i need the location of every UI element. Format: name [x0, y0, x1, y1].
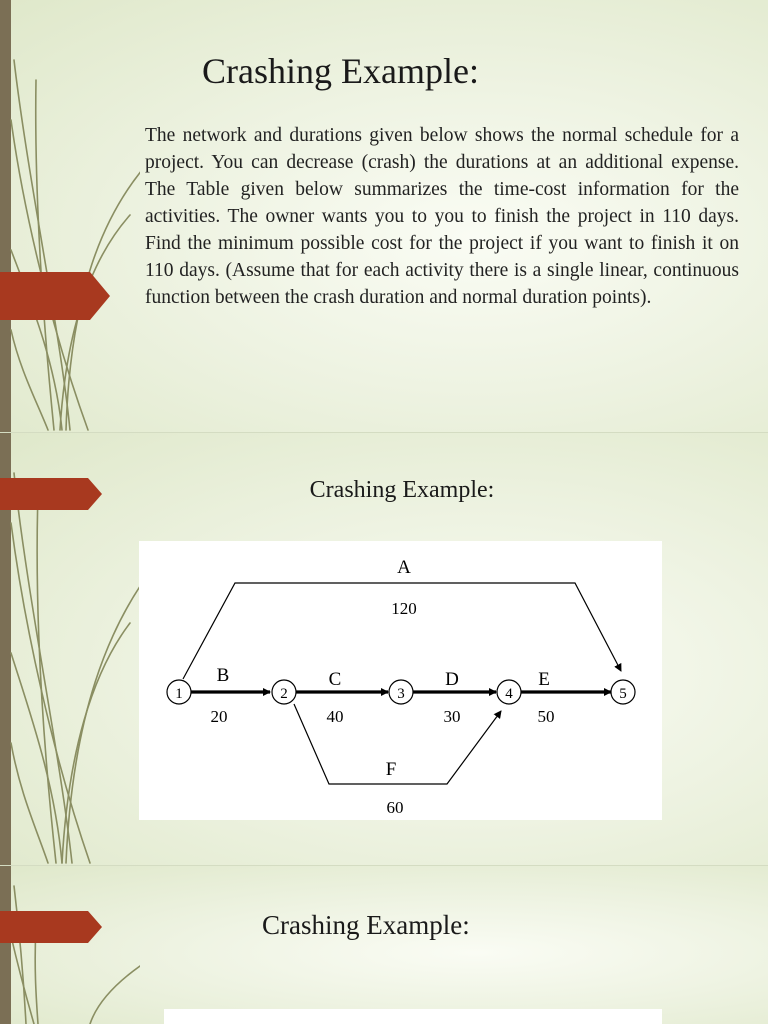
svg-text:4: 4: [505, 686, 513, 702]
accent-tab: [0, 272, 110, 320]
activity-c-duration: 40: [326, 707, 344, 726]
activity-b-duration: 20: [210, 707, 228, 726]
arrow-activity-a: [183, 583, 621, 679]
node-4: [497, 680, 521, 704]
slide-body-text: The network and durations given below shows the normal schedule for a project. You can decrease (crash) the durations at an additional expense. The Table given below summarizes the time-cost information for the activities. The owner wants you to you to finish the project in 110 days. Find the minimum possible cost for the project if you want to finish it on 110 days. (Assume that for each activity there is a single linear, continuous function between the crash duration and normal duration points).: [145, 125, 739, 308]
activity-d-label: D: [445, 669, 459, 690]
table-image-placeholder: [164, 1009, 662, 1024]
svg-text:1: 1: [175, 686, 183, 702]
activity-b-label: B: [216, 665, 230, 686]
activity-d-duration: 30: [443, 707, 461, 726]
activity-f-label: F: [385, 759, 397, 780]
node-3: [389, 680, 413, 704]
node-1: [167, 680, 191, 704]
node-5: [611, 680, 635, 704]
node-2: [272, 680, 296, 704]
network-diagram: [139, 541, 662, 820]
activity-e-duration: 50: [537, 707, 555, 726]
svg-text:3: 3: [397, 686, 405, 702]
svg-text:5: 5: [619, 686, 627, 702]
activity-e-label: E: [538, 669, 550, 690]
activity-a-duration: 120: [391, 599, 417, 618]
activity-c-label: C: [328, 669, 342, 690]
arrow-activity-f: [294, 704, 501, 784]
slide-3: [0, 866, 768, 1024]
slide-title: Crashing Example:: [202, 51, 479, 91]
activity-f-duration: 60: [386, 798, 404, 817]
activity-a-label: A: [397, 557, 411, 578]
slide-title: Crashing Example:: [309, 477, 495, 503]
slide-1: [0, 0, 768, 432]
slide-title: Crashing Example:: [262, 910, 470, 940]
slide-2: [0, 433, 768, 865]
decorative-swirl: [0, 866, 140, 1024]
decorative-swirl: [0, 0, 140, 432]
accent-tab: [0, 911, 102, 943]
svg-text:2: 2: [280, 686, 288, 702]
